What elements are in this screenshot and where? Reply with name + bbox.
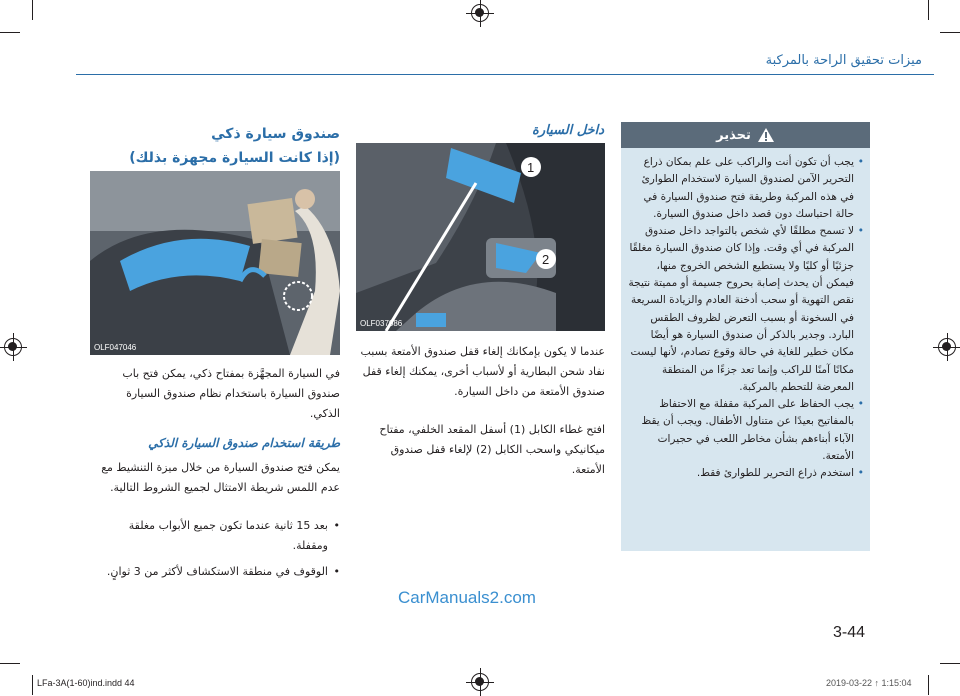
registration-mark-icon [471,4,489,22]
inside-heading: داخل السيارة [532,123,604,138]
warning-item: • استخدم ذراع التحرير للطوارئ فقط. [628,465,864,482]
warning-item: • لا تسمح مطلقًا لأي شخص بالتواجد داخل صندوق المركبة في أي وقت. وإذا كان صندوق السيارة مغلقًا جزئيًا أو كليًا ولا يستطيع الشخص الخروج منها، فيمكن أن يحدث إصابة بحروح جسيمة أو مميتة نتيجة نقص التهوية أو سحب أدخنة العادم والزيادة السريعة في السخونة أو بسبب التعرض لظروف الطقس البارد. وجدير بالذكر أن صندوق السيارة هو أيضًا مكان خطير للغاية في حالة وقوع تصادم، لأنها ليست مكانًا آمنًا للراكب وإنما تعد جزءًا من المنطقة المعرضة للتحطم بالمركبة. [628,223,864,396]
crop-mark [940,32,960,33]
smart-trunk-subheading: طريقة استخدام صندوق السيارة الذكي [148,436,340,450]
crop-mark [32,0,33,20]
interior-release-illustration [356,143,605,331]
smart-trunk-title [100,122,340,170]
crop-mark [928,0,929,20]
smart-trunk-intro: يمكن فتح صندوق السيارة من خلال ميزة التنشيط مع عدم اللمس شريطة الامتثال لجميع الشروط التالية. [101,461,340,494]
smart-trunk-title-line: صندوق سيارة ذكي [211,126,340,142]
smart-trunk-paragraph: في السيارة المجهَّزة بمفتاح ذكي، يمكن فتح باب صندوق السيارة باستخدام نظام صندوق السيارة الذكي. [122,367,340,420]
registration-mark-icon [4,338,22,356]
warning-item: • يجب الحفاظ على المركبة مقفلة مع الاحتفاظ بالمفاتيح بعيدًا عن متناول الأطفال. ويجب أن يقظ الآباء أبناءهم بشأن مخاطر اللعب في حجيرات الأمتعة. [628,396,864,465]
smart-trunk-illustration [90,171,340,355]
date-info: 2019-03-22 ↑ 1:15:04 [826,678,912,688]
crop-mark [928,675,929,695]
registration-mark-icon [471,673,489,691]
smart-trunk-title-line: (إذا كانت السيارة مجهزة بذلك) [129,150,340,166]
crop-mark [32,675,33,695]
watermark: CarManuals2.com [398,588,536,607]
condition-item: • بعد 15 ثانية عندما تكون جميع الأبواب مغلقة ومقفلة. [100,516,340,556]
photo-code: OLF037086 [360,319,403,328]
warning-item: • يجب أن تكون أنت والراكب على علم بمكان ذراع التحرير الآمن لصندوق السيارة لاستخدام الطوارئ في هذه المركبة وطريقة فتح صندوق السيارة في حالة احتباسك دون قصد داخل صندوق السيارة. [628,154,864,223]
warning-triangle-icon [757,127,775,143]
condition-item: • الوقوف في منطقة الاستكشاف لأكثر من 3 ثوانٍ. [100,562,340,582]
crop-mark [940,663,960,664]
smart-trunk-photo [90,171,340,355]
header-rule [76,74,934,75]
warning-header [621,122,870,148]
interior-release-photo [356,143,605,331]
svg-text:2: 2 [542,252,550,267]
svg-text:1: 1 [527,160,535,175]
inside-paragraph: عندما لا يكون بإمكانك إلغاء قفل صندوق الأمتعة بسبب نفاد شحن البطارية أو لأسباب أخرى، يمكنك إلغاء قفل صندوق الأمتعة من داخل السيارة. [360,345,605,398]
section-title: ميزات تحقيق الراحة بالمركبة [765,53,922,68]
smart-trunk-conditions [100,516,340,588]
crop-mark [0,32,20,33]
photo-code: OLF047046 [94,343,137,352]
warning-list [628,154,864,483]
registration-mark-icon [938,338,956,356]
crop-mark [0,663,20,664]
inside-paragraph: افتح غطاء الكابل (1) أسفل المقعد الخلفي، مفتاح ميكانيكي واسحب الكابل (2) لإلغاء قفل صندوق الأمتعة. [379,423,605,476]
page-number: 3-44 [833,624,866,641]
warning-title: تحذير [716,127,751,143]
file-info: LFa-3A(1-60)ind.indd 44 [37,678,135,688]
